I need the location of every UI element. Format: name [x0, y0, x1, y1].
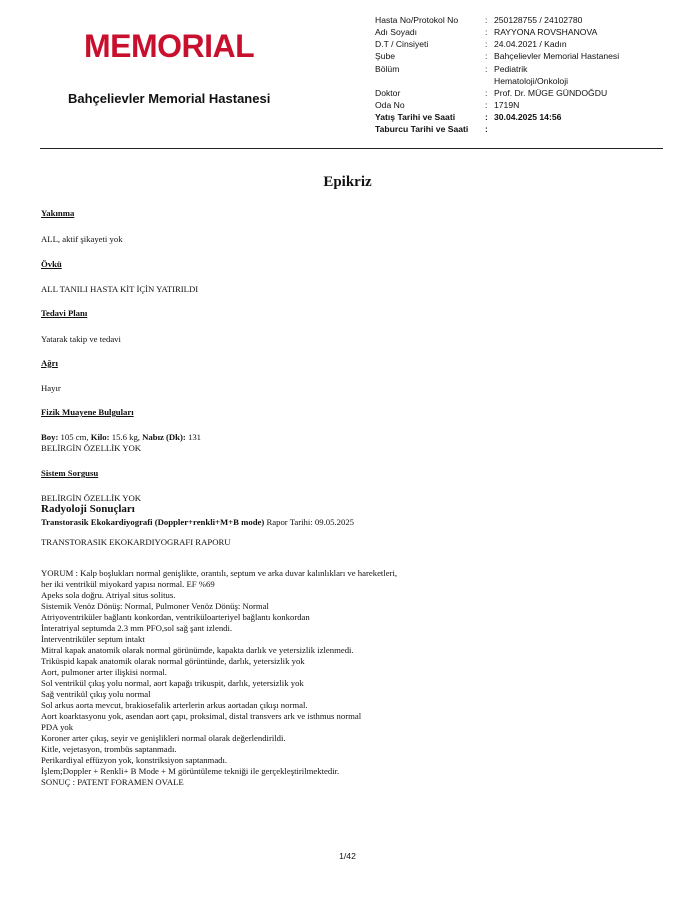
- exam-text: BELİRGİN ÖZELLİK YOK: [41, 443, 142, 453]
- report-line: İnterventriküler septum intakt: [41, 634, 145, 644]
- birth-date-gender: 24.04.2021 / Kadın: [494, 39, 567, 49]
- section-heading-complaint: Yakınma: [41, 208, 75, 218]
- report-line: PDA yok: [41, 722, 74, 732]
- admission-datetime: 30.04.2025 14:56: [494, 112, 562, 122]
- weight-label: Kilo:: [90, 432, 110, 442]
- report-line: YORUM : Kalp boşlukları normal genişlikte, orantılı, septum ve arka duvar kalınlıkları ve hareketleri,: [41, 568, 398, 578]
- hospital-name: Bahçelievler Memorial Hastanesi: [68, 91, 271, 106]
- section-heading-system: Sistem Sorgusu: [41, 468, 99, 478]
- report-line: Aort, pulmoner arter ilişkisi normal.: [41, 667, 167, 677]
- room-no: 1719N: [494, 100, 520, 110]
- field-label: Taburcu Tarihi ve Saati: [375, 124, 469, 134]
- report-line: Koroner arter çıkış, seyir ve genişlikleri normal olarak değerlendirildi.: [41, 733, 286, 743]
- report-title: TRANSTORASIK EKOKARDIYOGRAFI RAPORU: [41, 537, 231, 547]
- field-label: Yatış Tarihi ve Saati: [375, 112, 456, 122]
- report-line: Sol ventrikül çıkış yolu normal, aort kapağı trikuspit, darlık, yetersizlik yok: [41, 678, 304, 688]
- branch: Bahçelievler Memorial Hastanesi: [494, 51, 620, 61]
- page-number: 1/42: [339, 851, 356, 861]
- section-heading-exam: Fizik Muayene Bulguları: [41, 407, 134, 417]
- report-line: Sistemik Venöz Dönüş: Normal, Pulmoner Venöz Dönüş: Normal: [41, 601, 269, 611]
- report-line: Atriyoventriküler bağlantı konkordan, ventriküloarteriyel bağlantı konkordan: [41, 612, 310, 622]
- pulse-value: 131: [187, 432, 202, 442]
- field-sep: :: [485, 124, 488, 134]
- report-line: Sol arkus aorta mevcut, brakiosefalik arterlerin arkus aortadan çıkışı normal.: [41, 700, 308, 710]
- protocol-no: 250128755 / 24102780: [494, 15, 583, 25]
- radiology-subtitle-line: [41, 517, 354, 528]
- field-sep: :: [485, 112, 488, 122]
- report-line: İnteratriyal septumda 2.3 mm PFO,sol sağ şant izlendi.: [41, 623, 233, 633]
- report-line: Kitle, vejetasyon, trombüs saptanmadı.: [41, 744, 177, 754]
- complaint-text: ALL, aktif şikayeti yok: [41, 234, 123, 244]
- field-sep: :: [485, 100, 488, 110]
- report-line: Aort koarktasyonu yok, asendan aort çapı, proksimal, distal transvers ark ve isthmus normal: [41, 711, 362, 721]
- report-line: Sağ ventrikül çıkış yolu normal: [41, 689, 151, 699]
- plan-text: Yatarak takip ve tedavi: [41, 334, 121, 344]
- patient-name: RAYYONA ROVSHANOVA: [494, 27, 598, 37]
- weight-value: 15.6 kg: [111, 432, 138, 442]
- report-date-label: Rapor Tarihi:: [266, 517, 313, 527]
- report-line: Perikardiyal effüzyon yok, konstriksiyon saptanmadı.: [41, 755, 228, 765]
- field-sep: :: [485, 27, 488, 37]
- doctor: Prof. Dr. MÜGE GÜNDOĞDU: [494, 88, 608, 98]
- pain-text: Hayır: [41, 383, 61, 393]
- hospital-logo: MEMORIAL: [84, 28, 255, 64]
- document-title: Epikriz: [323, 174, 372, 190]
- system-text: BELİRGİN ÖZELLİK YOK: [41, 493, 142, 503]
- height-value: 105 cm: [60, 432, 87, 442]
- report-line: İşlem;Doppler + Renkli+ B Mode + M görüntüleme tekniği ile gerçekleştirilmektedir.: [41, 766, 340, 776]
- vitals-line: Boy: 105 cm, Kilo: 15.6 kg, Nabız (Dk): 131: [41, 432, 202, 442]
- report-line: her iki ventrikül miyokard yapısı normal. EF %69: [41, 579, 215, 589]
- field-label: Şube: [375, 51, 396, 61]
- field-label: D.T / Cinsiyeti: [375, 39, 429, 49]
- field-sep: :: [485, 51, 488, 61]
- height-label: Boy:: [41, 432, 59, 442]
- field-sep: :: [485, 15, 488, 25]
- department: Pediatrik Hematoloji/Onkoloji: [494, 64, 569, 86]
- section-heading-plan: Tedavi Planı: [41, 308, 88, 318]
- report-line: Mitral kapak anatomik olarak normal görünümde, kapakta darlık ve yetersizlik izlenmedi.: [41, 645, 354, 655]
- field-label: Bölüm: [375, 64, 400, 74]
- header-divider: [40, 148, 663, 149]
- history-text: ALL TANILI HASTA KİT İÇİN YATIRILDI: [41, 284, 199, 294]
- report-line: Apeks sola doğru. Atriyal situs solitus.: [41, 590, 176, 600]
- section-heading-history: Övkü: [41, 259, 62, 269]
- field-label: Doktor: [375, 88, 401, 98]
- section-heading-pain: Ağrı: [41, 358, 58, 368]
- field-sep: :: [485, 64, 488, 74]
- field-sep: :: [485, 88, 488, 98]
- report-date: 09.05.2025: [314, 517, 354, 527]
- report-line: SONUÇ : PATENT FORAMEN OVALE: [41, 777, 184, 787]
- radiology-exam-type: Transtorasik Ekokardiyografi (Doppler+renkli+M+B mode): [41, 517, 265, 527]
- field-sep: :: [485, 39, 488, 49]
- field-label: Oda No: [375, 100, 405, 110]
- pulse-label: Nabız (Dk):: [142, 432, 186, 442]
- report-body: [41, 568, 661, 788]
- report-line: Triküspid kapak anatomik olarak normal görüntünde, darlık, yetersizlik yok: [41, 656, 305, 666]
- field-label: Hasta No/Protokol No: [375, 15, 459, 25]
- field-label: Adı Soyadı: [375, 27, 418, 37]
- radiology-heading: Radyoloji Sonuçları: [41, 503, 135, 515]
